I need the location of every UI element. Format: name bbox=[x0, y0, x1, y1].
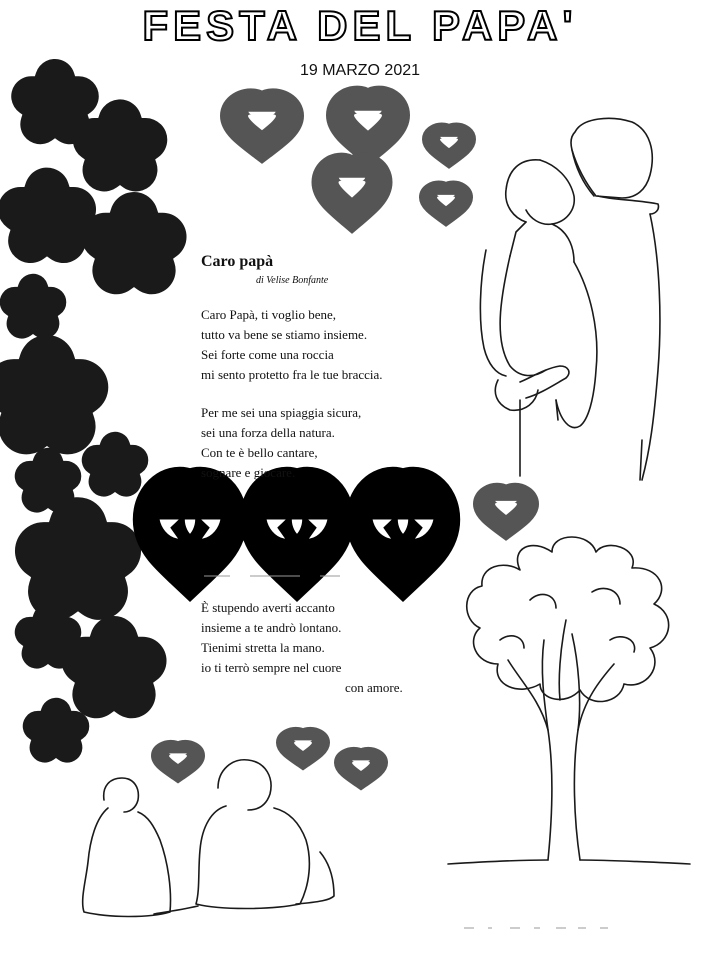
star-icon bbox=[97, 447, 133, 481]
heart-icon bbox=[428, 188, 464, 216]
heart-icon bbox=[325, 167, 379, 216]
heart-icon bbox=[340, 100, 396, 149]
tree-drawing bbox=[448, 537, 690, 864]
poem-line: mi sento protetto fra le tue braccia. bbox=[201, 367, 383, 382]
page-title: FESTA DEL PAPA' bbox=[142, 2, 578, 49]
poem-line: Caro Papà, ti voglio bene, bbox=[201, 307, 337, 322]
poem-line: Con te è bello cantare, bbox=[201, 445, 318, 460]
star-icon bbox=[85, 640, 142, 694]
poem-line: sognare e giocare. bbox=[201, 465, 296, 480]
poem-line: Tienimi stretta la mano. bbox=[201, 640, 325, 655]
poem-line: insieme a te andrò lontano. bbox=[201, 620, 342, 635]
star-icon bbox=[30, 619, 66, 653]
star-icon bbox=[20, 190, 73, 241]
star-icon bbox=[94, 121, 145, 170]
star-icon bbox=[15, 289, 51, 323]
heart-icon bbox=[343, 754, 379, 780]
poem-line: Sei forte come una roccia bbox=[201, 347, 334, 362]
heart-icon bbox=[484, 493, 528, 528]
star-icon bbox=[105, 216, 162, 270]
heart-icon bbox=[377, 503, 429, 556]
poem-line: sei una forza della natura. bbox=[201, 425, 335, 440]
poem-line: È stupendo averti accanto bbox=[201, 600, 335, 615]
heart-icon bbox=[271, 503, 323, 556]
poem-line: tutto va bene se stiamo insieme. bbox=[201, 327, 368, 342]
heart-icon bbox=[160, 747, 196, 773]
poem-author: di Velise Bonfante bbox=[256, 275, 329, 286]
father-child-sitting-drawing bbox=[83, 760, 334, 917]
poem-line: io ti terrò sempre nel cuore bbox=[201, 660, 342, 675]
page-date: 19 MARZO 2021 bbox=[299, 62, 421, 79]
stars-group bbox=[14, 79, 163, 747]
poem-line: Per me sei una spiaggia sicura, bbox=[201, 405, 362, 420]
father-holding-child-drawing bbox=[480, 118, 660, 480]
heart-icon bbox=[285, 734, 321, 760]
heart-icon bbox=[164, 503, 216, 556]
hearts-row-group bbox=[164, 503, 429, 556]
star-icon bbox=[44, 526, 112, 591]
poem-title: Caro papà bbox=[201, 253, 274, 270]
star-icon bbox=[31, 79, 79, 124]
star-icon bbox=[38, 713, 74, 747]
heart-icon bbox=[431, 130, 467, 158]
star-icon bbox=[30, 463, 66, 497]
poem-line: con amore. bbox=[345, 680, 403, 695]
heart-icon bbox=[234, 101, 290, 147]
star-icon bbox=[14, 363, 81, 426]
